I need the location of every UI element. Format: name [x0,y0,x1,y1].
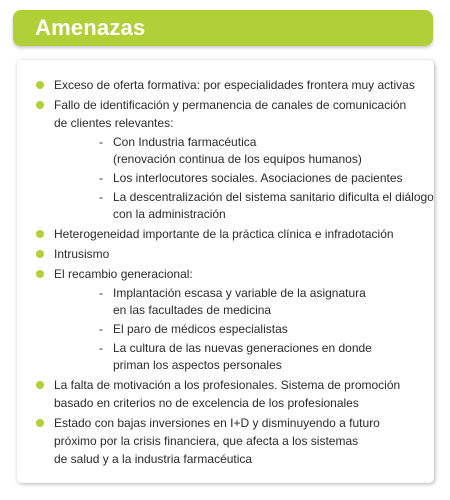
threat-item-text: Heterogeneidad importante de la práctica clínica e infradotación [54,227,394,241]
bullet-dot-icon [36,419,44,427]
threat-item [33,245,428,263]
threat-item-text: basado en criterios no de excelencia de los profesionales [54,396,359,410]
sub-item-text: priman los aspectos personales [113,358,282,372]
threat-item-text: El recambio generacional: [54,267,193,281]
sub-item [54,134,428,168]
sub-item-text: La descentralización del sistema sanitario dificulta el diálogo [113,190,434,204]
threat-item [33,376,428,412]
bullet-dot-icon [36,250,44,258]
sub-item-text: Implantación escasa y variable de la asignatura [113,286,366,300]
threat-item [33,96,434,223]
sub-item [54,321,428,338]
sub-item [54,285,428,319]
threat-item-text: Estado con bajas inversiones en I+D y disminuyendo a futuro [54,416,380,430]
bullet-dot-icon [36,81,44,89]
threat-item-text: La falta de motivación a los profesionales. Sistema de promoción [54,378,401,392]
threat-item-text: de salud y a la industria farmacéutica [54,452,253,466]
dash-marker: - [99,190,103,204]
threat-item-text: de clientes relevantes: [54,116,174,130]
sub-item-text: El paro de médicos especialistas [113,322,288,336]
dash-marker: - [99,341,103,355]
dash-marker: - [99,171,103,185]
threat-item-text: Intrusismo [54,247,110,261]
sub-item-text: en las facultades de medicina [113,303,272,317]
threat-item [33,414,428,468]
sub-item-text: con la administración [113,207,226,221]
threat-item-text: próximo por la crisis financiera, que afecta a los sistemas [54,434,359,448]
section-header [13,10,433,46]
sub-list [54,285,428,374]
threat-item-text: Fallo de identificación y permanencia de canales de comunicación [54,98,407,112]
sub-list [54,134,434,223]
threats-panel [13,10,433,486]
bullet-dot-icon [36,101,44,109]
sub-item [54,170,428,187]
sub-item-text: Los interlocutores sociales. Asociaciones de pacientes [113,171,403,185]
bullet-dot-icon [36,230,44,238]
threat-item-text: Exceso de oferta formativa: por especialidades frontera muy activas [54,78,415,92]
threats-box [17,60,434,483]
sub-item-text: Con Industria farmacéutica [113,135,257,149]
dash-marker: - [99,135,103,149]
sub-item-text: (renovación continua de los equipos humanos) [113,152,362,166]
bullet-dot-icon [36,270,44,278]
section-title: Amenazas [35,15,146,40]
dash-marker: - [99,322,103,336]
sub-item-text: La cultura de las nuevas generaciones en donde [113,341,372,355]
threat-item [33,265,428,374]
threat-item [33,225,428,243]
bullet-dot-icon [36,381,44,389]
threats-list [33,76,434,470]
dash-marker: - [99,286,103,300]
sub-item [54,340,428,374]
sub-item [54,189,434,223]
threat-item [33,76,428,94]
